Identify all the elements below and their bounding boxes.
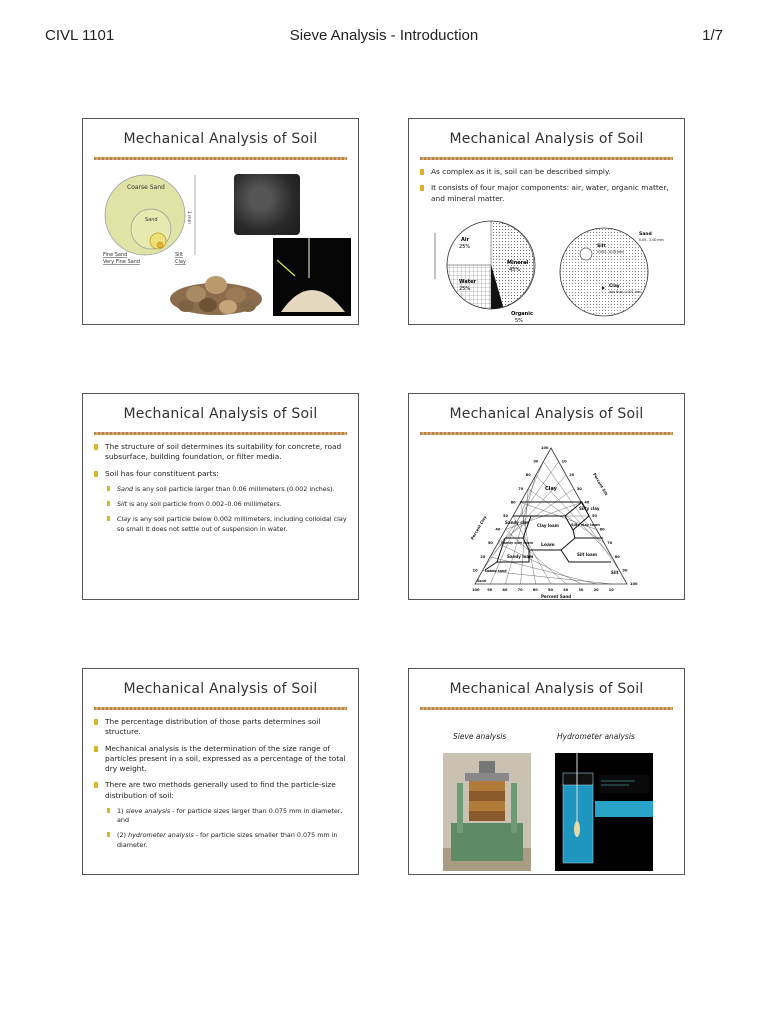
definition: - for particle sizes smaller than 0.075 mm in diameter. (117, 831, 338, 849)
slide-body (93, 442, 348, 540)
coarse-sand-label: Coarse Sand (127, 184, 165, 191)
bullet-item: The structure of soil determines its suitability for concrete, road subsurface, building foundation, or filter media. (93, 442, 348, 463)
sub-bullet-item (93, 807, 348, 825)
slide-body (419, 167, 674, 210)
soil-composition-pie (429, 219, 549, 324)
clay-tick: 80 (525, 473, 531, 478)
silt-label: Silt (597, 244, 606, 249)
bullet-item: It consists of four major components: air, water, organic matter, and mineral matter. (419, 183, 674, 204)
scale-label: 1 mm (186, 211, 191, 225)
sand-tick: 50 (548, 588, 554, 592)
sand-tick: 30 (578, 588, 584, 592)
slide-1 (82, 118, 359, 325)
title-rule (94, 157, 347, 160)
title-rule (94, 707, 347, 710)
silty-clay-loam-label: Silty clay loam (571, 523, 600, 527)
air-label: Air (461, 237, 470, 243)
sand-tick: 90 (487, 588, 493, 592)
definition: is any soil particle from 0.002–0.06 millimeters. (127, 500, 282, 509)
sand-tick: 80 (502, 588, 508, 592)
slide-title: Mechanical Analysis of Soil (123, 131, 318, 147)
sandy-loam-label: Sandy loam (507, 554, 534, 559)
sieve-shaker-photo (443, 753, 531, 871)
term: Clay (117, 515, 131, 524)
clay-loam-label: Clay loam (537, 523, 559, 528)
silt-tick: 20 (569, 473, 575, 478)
bullet-item: As complex as it is, soil can be described simply. (419, 167, 674, 177)
term: sieve analysis (125, 807, 171, 816)
organic-pct: 5% (515, 318, 523, 324)
slide-title: Mechanical Analysis of Soil (123, 406, 318, 422)
sand-label: Sand (145, 217, 158, 223)
sand-label: Sand (639, 232, 652, 237)
percent-silt-axis: Percent Silt (592, 472, 609, 497)
slide-title: Mechanical Analysis of Soil (449, 406, 644, 422)
sub-bullet-item (93, 831, 348, 849)
bullet-item: There are two methods generally used to find the particle-size distribution of soil: (93, 780, 348, 801)
bullet-item: Mechanical analysis is the determination of the size range of particles present in a soil, expressed as a percentage of the total dry weight. (93, 744, 348, 775)
silt-tick: 90 (622, 568, 628, 573)
organic-label: Organic (511, 311, 533, 317)
clay-tick: 50 (503, 514, 509, 518)
slide-4 (408, 393, 685, 600)
slide-5 (82, 668, 359, 875)
silt-size: 0.002 - 0.05 mm (597, 250, 624, 254)
prefix: 1) (117, 807, 126, 816)
sand-tick: 70 (517, 588, 523, 592)
particle-size-circles (97, 171, 207, 267)
sand-size: 0.05 - 2.00 mm (639, 238, 664, 242)
percent-sand-axis: Percent Sand (541, 594, 572, 599)
silt-tick: 60 (599, 527, 605, 532)
silt-tick: 100 (630, 582, 638, 586)
grain-size-circle (559, 225, 674, 323)
slide-title: Mechanical Analysis of Soil (449, 131, 644, 147)
clay-tick: 60 (510, 500, 516, 505)
soil-texture-triangle (461, 444, 641, 600)
slide-6 (408, 668, 685, 875)
loam-label: Loam (541, 543, 555, 548)
clay-tick: 30 (487, 541, 493, 546)
title-rule (420, 707, 673, 710)
slide-3 (82, 393, 359, 600)
hydrometer-photo (555, 753, 653, 871)
silt-tick: 40 (584, 500, 590, 505)
term: Silt (117, 500, 128, 509)
loamy-sand-label: Loamy sand (485, 569, 507, 573)
silty-clay-label: Silty clay (579, 506, 600, 511)
bullet-item: Soil has four constituent parts: (93, 469, 348, 479)
prefix: (2) (117, 831, 129, 840)
definition: is any soil particle larger than 0.06 millimeters (0.002 inches). (133, 484, 335, 493)
course-code: CIVL 1101 (45, 27, 115, 44)
percent-clay-axis: Percent Clay (469, 514, 488, 541)
sub-bullet-item (93, 515, 348, 533)
slide-title: Mechanical Analysis of Soil (449, 681, 644, 697)
very-fine-sand-label: Very Fine Sand (103, 259, 141, 265)
sandy-clay-loam-label: Sandy clay loam (501, 541, 534, 545)
sand-tick: 20 (593, 588, 599, 592)
term: Sand (117, 484, 134, 493)
hydrometer-caption: Hydrometer analysis (557, 732, 635, 741)
document-title: Sieve Analysis - Introduction (289, 27, 479, 44)
clay-label: Clay (609, 284, 620, 289)
sub-bullet-item (93, 500, 348, 509)
definition: is any soil particle below 0.002 millimeters, including colloidal clay so small it does not settle out of suspension in water. (117, 515, 347, 533)
term: hydrometer analysis (128, 831, 194, 840)
sand-tick: 10 (608, 588, 614, 592)
fine-sand-label: Fine Sand (103, 252, 128, 258)
page-number: 1/7 (702, 27, 723, 44)
clay-tick: 40 (495, 527, 501, 532)
silt-loam-label: Silt loam (577, 552, 597, 557)
bullet-item: The percentage distribution of those parts determines soil structure. (93, 717, 348, 738)
sand-tick: 40 (563, 588, 569, 592)
silt-tick: 50 (592, 514, 598, 518)
silt-label: Silt (175, 252, 183, 258)
clay-tick: 10 (472, 568, 478, 573)
falling-sand-photo (273, 238, 351, 316)
clay-label: Clay (175, 259, 186, 265)
slide-body (93, 717, 348, 856)
silt-tick: 70 (607, 541, 613, 546)
silt-tick: 10 (561, 459, 567, 464)
definition: - for particle sizes larger than 0.075 mm in diameter, and (117, 807, 343, 825)
clay-size: less than 0.002 mm (609, 290, 641, 294)
slide-2 (408, 118, 685, 325)
sandy-clay-label: Sandy clay (505, 520, 530, 525)
clay-tick: 90 (533, 459, 539, 464)
water-pct: 25% (459, 286, 471, 292)
gravel-photo (166, 259, 266, 319)
sand-tick: 60 (532, 588, 538, 592)
clay-tick: 70 (518, 486, 524, 491)
air-pct: 25% (459, 244, 471, 250)
mineral-pct: 45% (509, 267, 521, 273)
sand-texture-label: Sand (477, 579, 486, 583)
coarse-sand-photo (234, 174, 300, 235)
water-label: Water (459, 279, 476, 285)
sub-bullet-item (93, 485, 348, 494)
title-rule (94, 432, 347, 435)
clay-tick: 100 (541, 446, 549, 450)
mineral-label: Mineral (507, 260, 529, 266)
silt-tick: 30 (576, 486, 582, 491)
title-rule (420, 157, 673, 160)
clay-tick: 20 (480, 554, 486, 559)
clay-label: Clay (545, 486, 557, 492)
sieve-caption: Sieve analysis (453, 732, 507, 741)
sand-tick: 100 (472, 588, 480, 592)
title-rule (420, 432, 673, 435)
slide-title: Mechanical Analysis of Soil (123, 681, 318, 697)
silt-tick: 80 (614, 554, 620, 559)
silt-texture-label: Silt (611, 570, 619, 575)
